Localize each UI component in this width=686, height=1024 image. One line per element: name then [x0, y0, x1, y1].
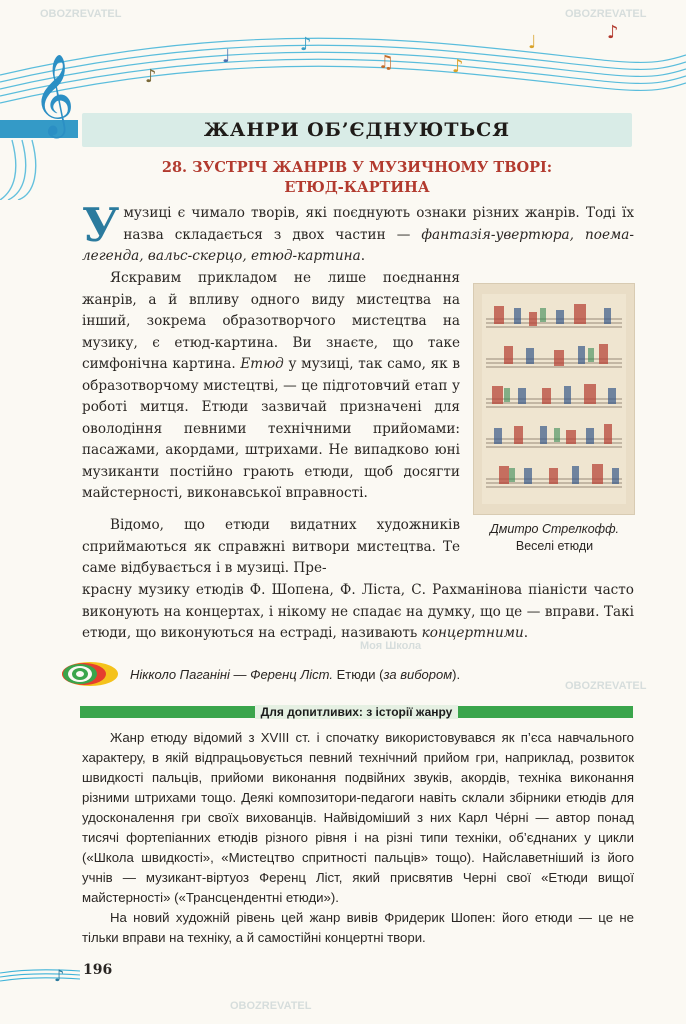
lesson-title [82, 158, 632, 198]
svg-text:♪: ♪ [452, 56, 464, 77]
svg-text:♪: ♪ [300, 34, 312, 55]
listening-icon [60, 661, 120, 687]
painting-illustration [474, 284, 634, 514]
svg-text:♪: ♪ [607, 22, 619, 43]
concert-paragraph: красну музику етюдів Ф. Шопена, Ф. Ліста, С. Рахманінова піаністи часто виконують на концертах, і нікому не спадає на думку, що це — вправи. Такі етюди, що виконуються на естраді, називають концертними. [82, 582, 634, 641]
lesson-title-line1: 28. ЗУСТРІЧ ЖАНРІВ У МУЗИЧНОМУ ТВОРІ: [161, 159, 553, 176]
watermark: OBOZREVATEL [230, 1000, 312, 1012]
watermark: OBOZREVATEL [40, 8, 122, 20]
svg-text:♩: ♩ [222, 46, 231, 67]
curious-paragraph-2: На новий художній рівень цей жанр вивів Фридерик Шопен: його етюди — це не тільки вправи на техніку, а й самостійні концертні твори. [82, 910, 634, 945]
bottom-staff-decoration [0, 955, 80, 995]
painting-image [473, 283, 635, 515]
etude-term: Етюд [240, 356, 284, 372]
page-number: 196 [83, 962, 113, 978]
svg-text:♪: ♪ [145, 66, 157, 87]
paragraph-top: Відомо, що етюди видатних художників сприймаються як справжні витвори мистецтва. Те саме відбувається і в музиці. Пре- [82, 517, 460, 576]
listening-assignment [60, 661, 640, 687]
painting-author: Дмитро Стрелкофф. [489, 522, 620, 536]
listening-text: Нікколо Паганіні — Ференц Ліст. Етюди (за вибором). [130, 666, 461, 682]
painting-title: Веселі етюди [515, 539, 594, 553]
composer-names: Нікколо Паганіні — Ференц Ліст. [130, 666, 333, 682]
svg-text:𝄞: 𝄞 [33, 53, 75, 135]
drop-cap: У [82, 198, 120, 252]
watermark: OBOZREVATEL [565, 680, 647, 692]
curious-section-heading: Для допитливих: з історії жанру [80, 702, 633, 722]
concert-term: концертними [421, 625, 524, 641]
watermark: Моя Школа [360, 640, 422, 652]
curious-paragraph-1: Жанр етюду відомий з XVIII ст. і спочатку використовувався як п’єса навчального характеру, в якій відпрацьовується певний технічний прийом гри, наприклад, розвиток швидкості пальців, прийоми виконання подвійних звуків, акордів, техніка виконання різними штрихами тощо. Деякі композитори-педагоги навіть склали збірники етюдів для удосконалення гри своїх вихованців. Найвідоміший з них Карл Че́рні — автор понад тисячі фортепіанних етюдів різного рівня і на різні типи техніки, об’єднаних у цикли («Школа швидкості», «Мистецтво спритності пальців» тощо). Найславетніший із його учнів — музикант-віртуоз Ференц Ліст, який присвятив Черні свої «Етюди вищої майстерності» («Трансцендентні етюди»). [82, 730, 634, 905]
svg-text:♪: ♪ [54, 966, 65, 985]
svg-text:♫: ♫ [378, 52, 395, 73]
etude-paragraph: Яскравим прикладом не лише поєднання жанрів, а й впливу одного виду мистецтва на інший, зокрема образотворчого мистецтва на музику, є етюд-картина. Ви знаєте, що таке симфонічна картина. Етюд у музиці, так само, як в образотворчому мистецтві, — це підготовчий етап у роботі митця. Етюди зазвичай призначені для оволодіння певними технічними прийомами: пасажами, акордами, штрихами. Не випадково юні музиканти постійно грають етюди, щоб досягти майстерності, виконавської вправності. [82, 270, 460, 501]
watermark: OBOZREVATEL [565, 8, 647, 20]
lesson-title-line2: ЕТЮД-КАРТИНА [284, 179, 430, 196]
chapter-title: ЖАНРИ ОБ’ЄДНУЮТЬСЯ [82, 113, 632, 147]
curious-section-text [82, 728, 634, 948]
painting-caption [462, 521, 647, 555]
listening-note: за вибором [383, 666, 453, 682]
genre-examples: фантазія-увертюра, поема-легенда, вальс-скерцо, етюд-картина [82, 226, 634, 264]
svg-text:♩: ♩ [528, 32, 537, 53]
intro-paragraph: У музиці є чимало творів, які поєднують ознаки різних жанрів. Тоді їх назва складається з двох частин — фантазія-увертюра, поема-легенда, вальс-скерцо, етюд-картина. [82, 198, 634, 264]
